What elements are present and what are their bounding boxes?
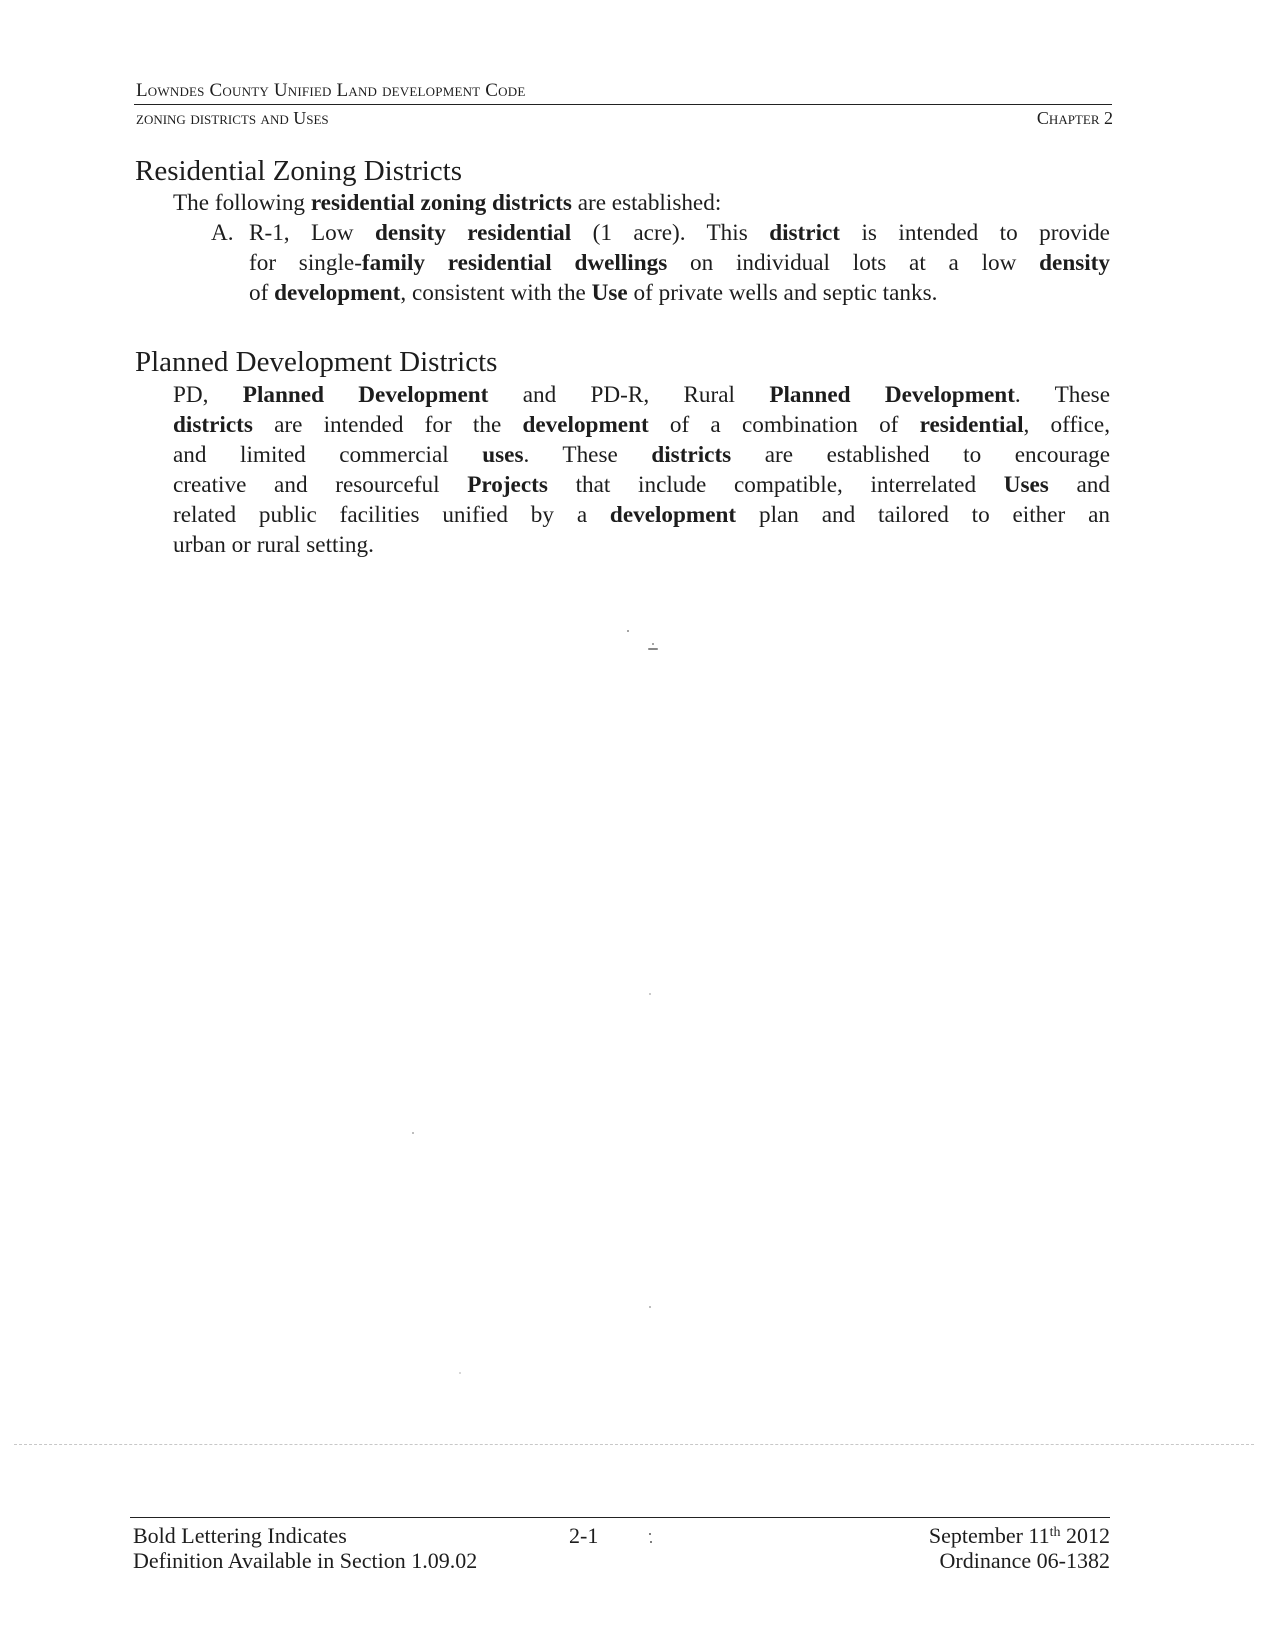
planned-paragraph-line-1: PD, Planned Development and PD-R, Rural Planned Development. These [173,382,1110,408]
footer-ordinance: Ordinance 06-1382 [939,1548,1110,1573]
scan-speck [649,1533,651,1535]
scan-speck [652,643,654,645]
header-section: zoning districts and Uses [136,108,329,128]
page-number: 2-1 [569,1523,599,1548]
planned-paragraph-line-4: creative and resourceful Projects that include compatible, interrelated Uses and [173,472,1110,498]
scan-speck [649,1306,651,1308]
scan-artifact-line [14,1444,1254,1445]
residential-intro: The following residential zoning districts are established: [173,190,722,216]
scan-speck [649,993,651,995]
item-label: A. [211,220,234,246]
residential-item-a-line-2: for single-family residential dwellings on individual lots at a low density [249,250,1110,276]
scan-speck [459,1372,461,1374]
planned-heading: Planned Development Districts [135,346,498,378]
header-title: Lowndes County Unified Land development Code [136,80,526,101]
footer-rule [130,1517,1110,1518]
scan-speck [650,1541,652,1543]
header-chapter: Chapter 2 [1036,108,1113,128]
scan-speck [412,1132,414,1134]
footer-date: September 11th 2012 [928,1523,1110,1548]
scan-speck [648,648,658,650]
planned-paragraph-line-6: urban or rural setting. [173,532,374,558]
footer-note-line-2: Definition Available in Section 1.09.02 [133,1548,478,1573]
residential-heading: Residential Zoning Districts [135,155,463,187]
footer-note-line-1: Bold Lettering Indicates [133,1523,347,1548]
planned-paragraph-line-3: and limited commercial uses. These districts are established to encourage [173,442,1111,468]
scan-speck [627,630,629,632]
planned-paragraph-line-2: districts are intended for the development of a combination of residential, office, [173,412,1110,438]
residential-item-a-line-1: A. R-1, Low density residential (1 acre). This district is intended to provide [211,220,1110,246]
header-rule [134,104,1112,105]
planned-paragraph-line-5: related public facilities unified by a development plan and tailored to either an [173,502,1110,528]
residential-item-a-line-3: of development, consistent with the Use of private wells and septic tanks. [249,280,938,306]
